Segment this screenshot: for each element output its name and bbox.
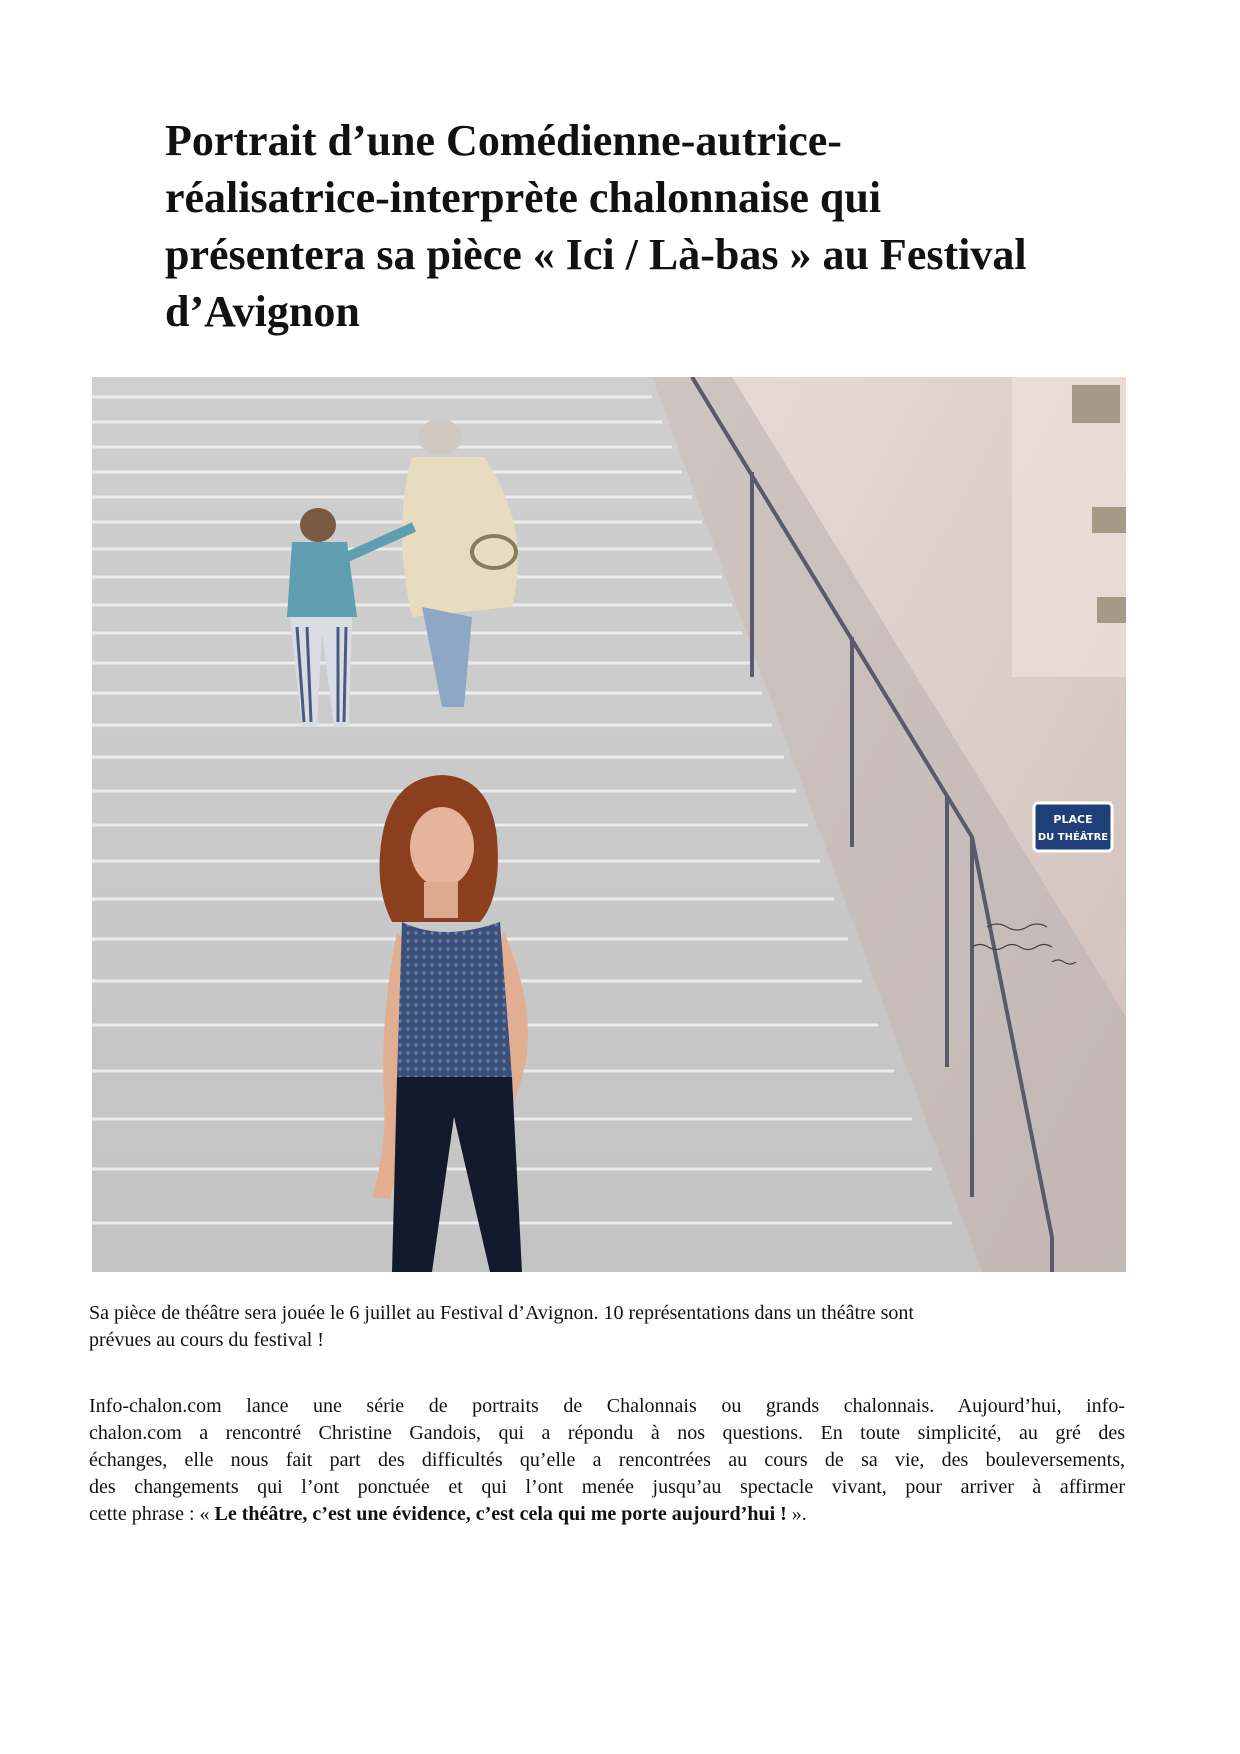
paragraph-last-line (89, 1501, 1125, 1528)
title-line: réalisatrice-interprète chalonnaise qui (165, 173, 882, 222)
article-title (165, 112, 1175, 340)
article-photo (92, 377, 1126, 1272)
article-intro-paragraph (89, 1393, 1125, 1528)
street-sign-line2: DU THÉÂTRE (1037, 832, 1109, 843)
paragraph-line: Info-chalon.com lance une série de portraits de Chalonnais ou grands chalonnais. Aujourd’hui, info- (89, 1395, 1125, 1417)
street-sign-line1: PLACE (1053, 813, 1093, 826)
title-line: d’Avignon (165, 287, 360, 336)
caption-line: prévues au cours du festival ! (89, 1329, 324, 1351)
paragraph-last-prefix: cette phrase : « (89, 1503, 215, 1525)
street-sign (1034, 803, 1112, 851)
photo-illustration (92, 377, 1126, 1272)
paragraph-line: des changements qui l’ont ponctuée et qui l’ont menée jusqu’au spectacle vivant, pour arriver à affirmer (89, 1476, 1125, 1498)
paragraph-line: échanges, elle nous fait part des difficultés qu’elle a rencontrées au cours de sa vie, des bouleversements, (89, 1449, 1125, 1471)
title-line: Portrait d’une Comédienne-autrice- (165, 116, 842, 165)
caption-line: Sa pièce de théâtre sera jouée le 6 juillet au Festival d’Avignon. 10 représentations dans un théâtre sont (89, 1302, 914, 1324)
title-line: présentera sa pièce « Ici / Là-bas » au Festival (165, 230, 1027, 279)
highlighted-quote: Le théâtre, c’est une évidence, c’est cela qui me porte aujourd’hui ! (214, 1503, 787, 1525)
paragraph-last-suffix: ». (786, 1503, 807, 1525)
paragraph-line: chalon.com a rencontré Christine Gandois, qui a répondu à nos questions. En toute simplicité, au gré des (89, 1422, 1125, 1444)
photo-caption (89, 1300, 1125, 1354)
